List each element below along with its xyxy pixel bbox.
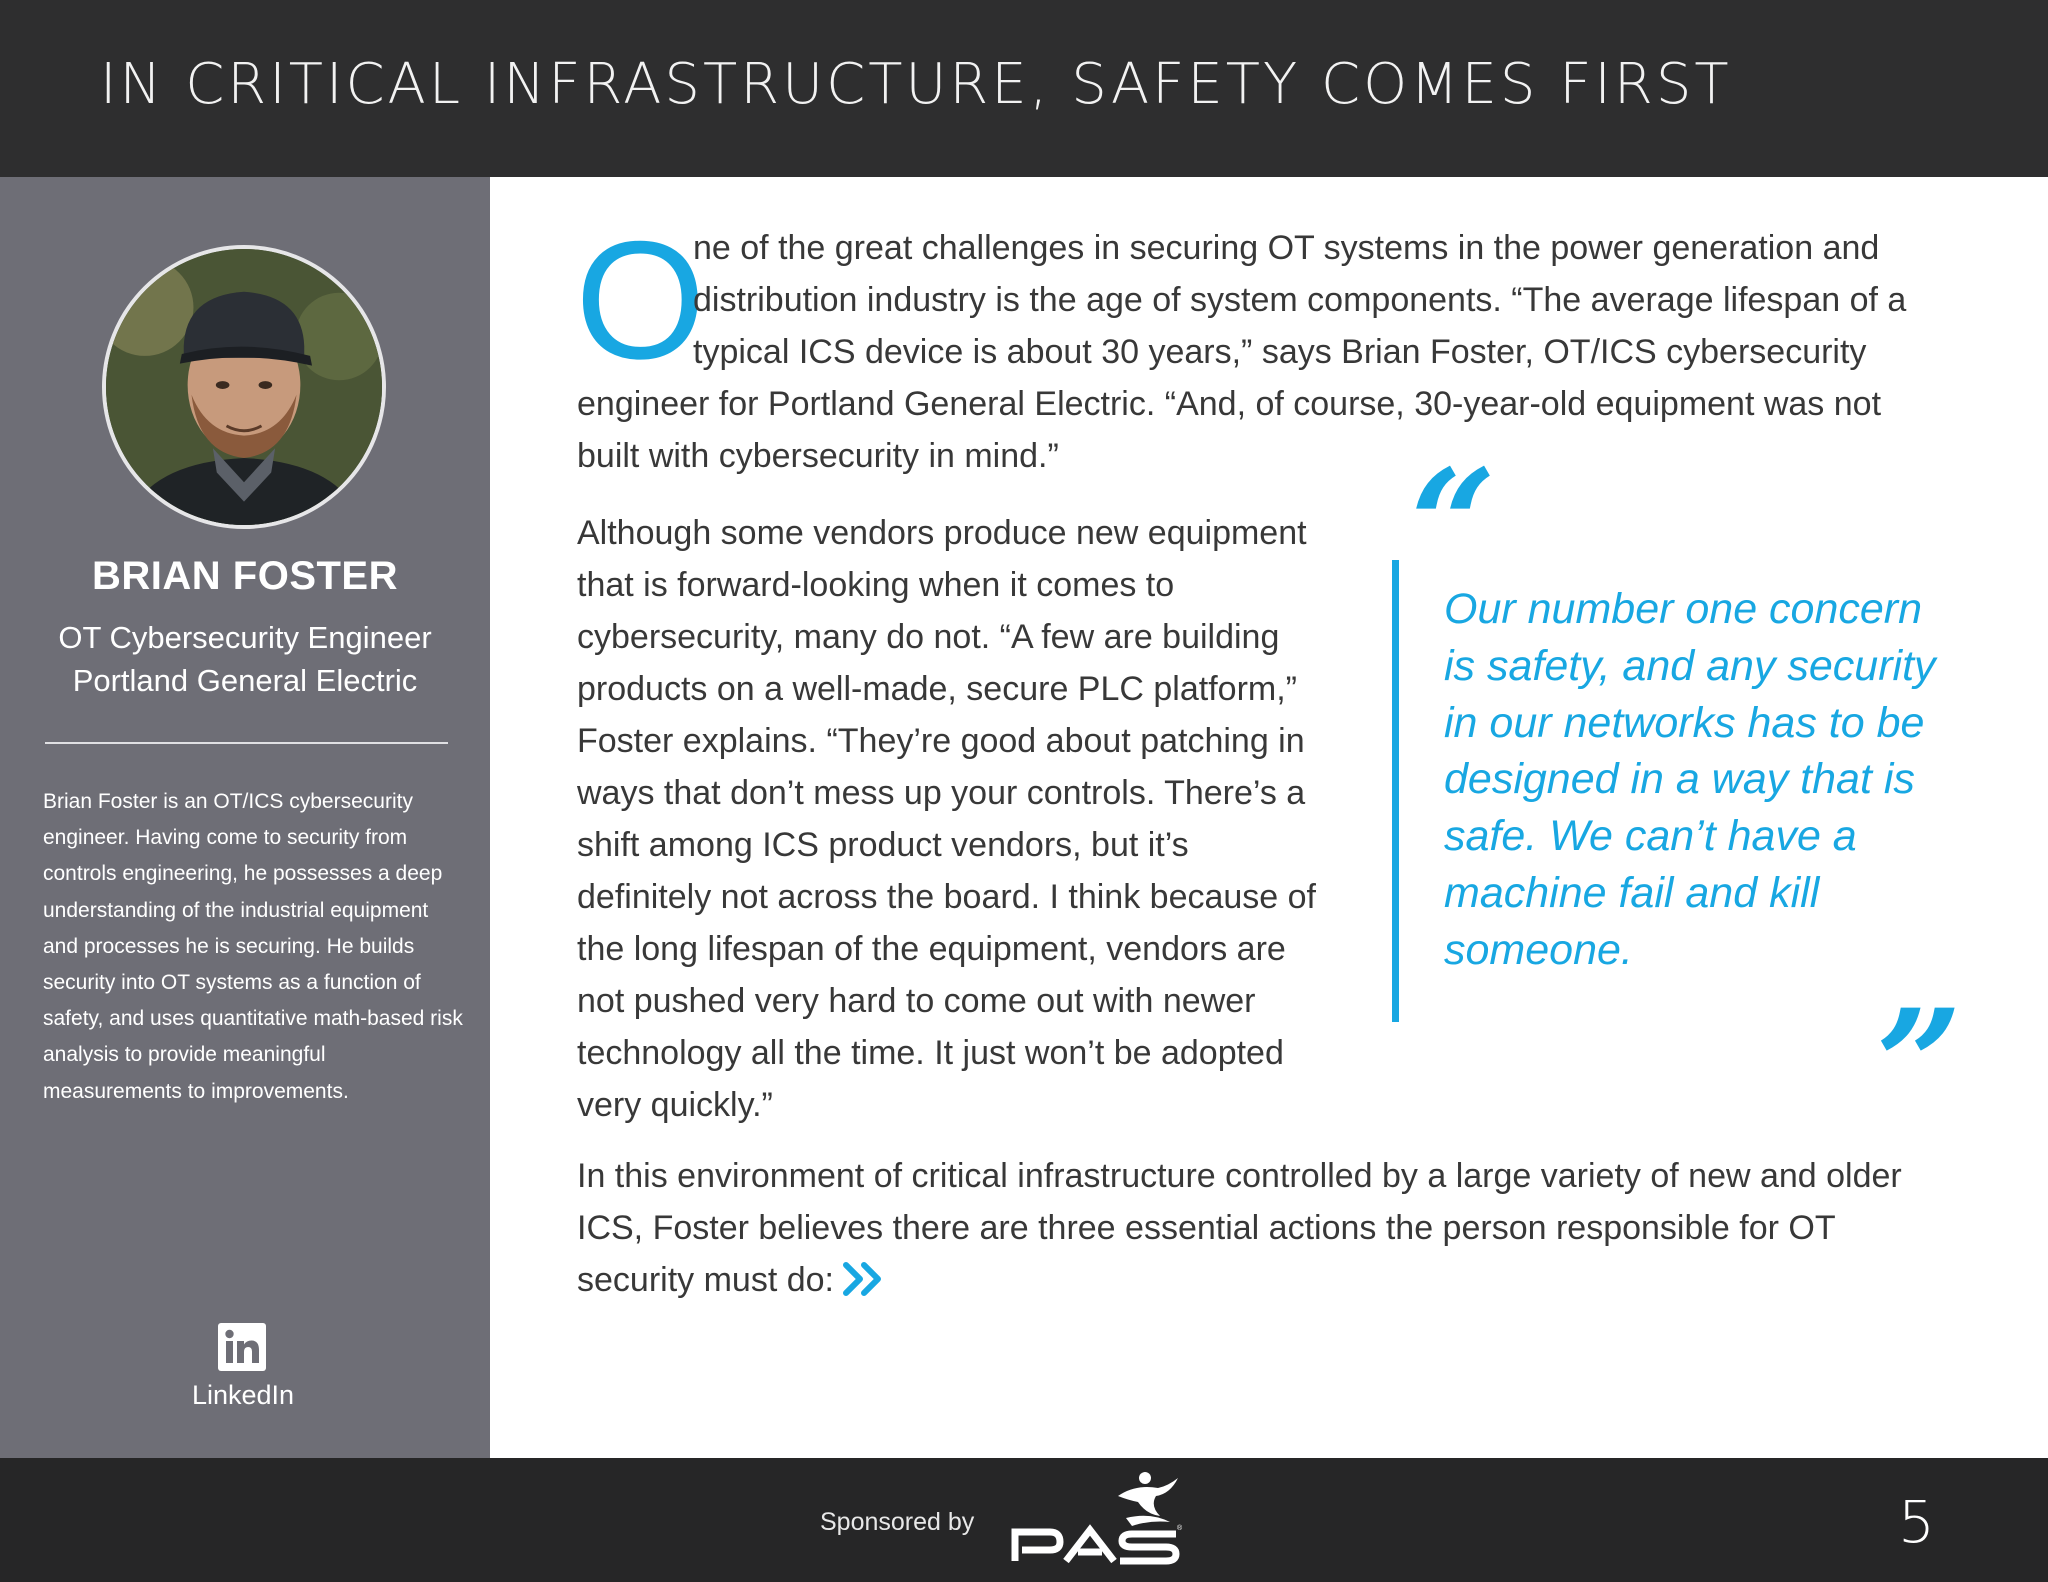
quote-close-mark: ” xyxy=(1876,977,1963,1153)
pas-logo xyxy=(1010,1466,1185,1566)
sponsored-label: Sponsored by xyxy=(820,1508,975,1536)
author-company: Portland General Electric xyxy=(72,663,418,698)
page-number: 5 xyxy=(1898,1488,1935,1556)
author-sidebar xyxy=(0,177,490,1458)
sidebar-divider xyxy=(45,742,448,744)
article-paragraph-2: Although some vendors produce new equipment that is forward-looking when it comes to cybersecurity, many do not. “A few are building products on a well-made, secure PLC platform,” Foster explains. “They’re good about patching in ways that don’t mess up your controls. There’s a shift among ICS product vendors, but it’s definitely not across the board. I think because of the long lifespan of the equipment, vendors are not pushed very hard to come out with newer technology all the time. It just won’t be adopted very quickly.” xyxy=(577,514,1317,1124)
drop-cap: O xyxy=(575,206,706,394)
linkedin-icon[interactable] xyxy=(218,1323,266,1371)
avatar xyxy=(102,245,386,529)
avatar-portrait-image xyxy=(106,249,382,525)
pull-quote-text: Our number one concern is safety, and any security in our networks has to be designed in a way that is safe. We can’t have a machine fail and kill someone. xyxy=(1444,585,1936,974)
page-title: IN CRITICAL INFRASTRUCTURE, SAFETY COMES FIRST xyxy=(100,52,1732,117)
linkedin-glyph xyxy=(218,1323,266,1371)
linkedin-link[interactable]: LinkedIn xyxy=(191,1380,295,1410)
article-paragraph-3-text: In this environment of critical infrastructure controlled by a large variety of new and older ICS, Foster believes there are three essential actions the person responsible for OT security must do: xyxy=(577,1157,1902,1299)
article-paragraph-3 xyxy=(577,1150,1907,1306)
page-header xyxy=(0,0,2048,177)
author-title: OT Cybersecurity Engineer xyxy=(58,620,432,655)
double-chevron-right-icon xyxy=(840,1259,890,1299)
pas-logo-registered-mark: ® xyxy=(1177,1525,1183,1532)
quote-accent-bar xyxy=(1392,560,1399,1022)
article-paragraph-1-rest: engineer for Portland General Electric. “And, of course, 30-year-old equipment was not built with cybersecurity in mind.” xyxy=(577,385,1882,475)
quote-open-mark: “ xyxy=(1410,437,1497,613)
author-bio: Brian Foster is an OT/ICS cybersecurity engineer. Having come to security from controls engineering, he possesses a deep understanding of the industrial equipment and processes he is securing. He builds security into OT systems as a function of safety, and uses quantitative math-based risk analysis to provide meaningful measurements to improvements. xyxy=(43,790,463,1103)
article-paragraph-1-top: ne of the great challenges in securing OT systems in the power generation and distribution industry is the age of system components. “The average lifespan of a typical ICS device is about 30 years,” says Brian Foster, OT/ICS cybersecurity xyxy=(693,229,1907,371)
author-name: BRIAN FOSTER xyxy=(92,554,398,598)
